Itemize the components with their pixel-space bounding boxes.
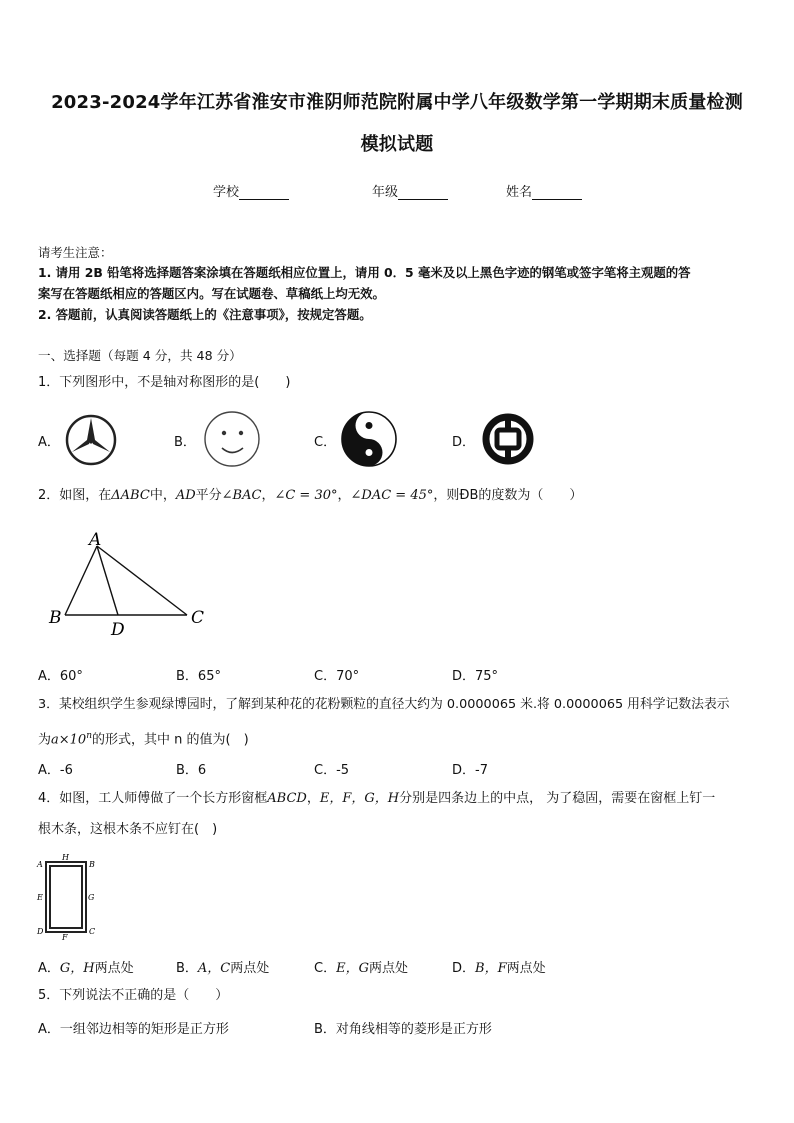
q5-option-a: A．一组邻边相等的矩形是正方形 <box>38 1022 229 1037</box>
grade-field <box>372 181 448 200</box>
grade-label: 年级 <box>372 185 399 200</box>
q5-stem: 5．下列说法不正确的是（ ） <box>38 988 229 1003</box>
q2-stem <box>38 487 582 505</box>
q4-label-b: B <box>89 860 95 869</box>
q4-label-f: F <box>62 933 68 942</box>
q2-ad: AD <box>175 488 196 503</box>
q4-label-g: G <box>88 893 95 902</box>
q4-option-c-text: 两点处 <box>368 961 408 976</box>
q3-option-c: C．-5 <box>314 763 350 778</box>
q2-label-d: D <box>111 620 125 640</box>
q4-option-d-letters: B，F <box>475 961 507 976</box>
q4-label-h: H <box>62 853 69 862</box>
q4-option-a-text: 两点处 <box>94 961 134 976</box>
q1-stem: 1．下列图形中，不是轴对称图形的是( ) <box>38 375 291 390</box>
name-blank <box>532 186 582 200</box>
q4-suffix: 分别是四条边上的中点， 为了稳固，需要在窗框上钉一 <box>399 791 716 806</box>
q2-label-b: B <box>49 608 62 628</box>
q1-option-d-label: D． <box>452 435 476 450</box>
name-label: 姓名 <box>506 185 533 200</box>
q2-stem-mid3: ， <box>261 488 275 503</box>
school-blank <box>239 186 289 200</box>
q5-option-b: B．对角线相等的菱形是正方形 <box>314 1022 492 1037</box>
q4-option-a-letters: G，H <box>59 961 95 976</box>
q2-label-c: C <box>191 608 205 628</box>
smiley-face-icon <box>203 410 261 468</box>
q4-option-b <box>176 957 269 976</box>
q4-label-a: A <box>37 860 43 869</box>
q4-frame-inner <box>50 866 82 928</box>
section-heading: 一、选择题（每题 4 分，共 48 分） <box>38 348 242 363</box>
q2-option-a: A．60° <box>38 669 83 684</box>
q3-stem-line2 <box>38 727 249 749</box>
q2-option-d: D．75° <box>452 669 499 684</box>
q3-prefix: 为 <box>38 732 52 748</box>
q4-window-frame-figure <box>34 852 102 942</box>
q4-abcd: ABCD <box>267 791 307 806</box>
school-field <box>213 181 289 200</box>
q1-option-a-label: A． <box>38 435 60 450</box>
q2-label-a: A <box>89 530 102 550</box>
q4-option-b-text: 两点处 <box>230 961 270 976</box>
q3-stem-line1: 3．某校组织学生参观绿博园时，了解到某种花的花粉颗粒的直径大约为 0.0000065 米.将 0.0000065 用科学记数法表示 <box>38 697 730 712</box>
q4-prefix: 4．如图，工人师傅做了一个长方形窗框 <box>38 791 268 806</box>
q4-stem-line1 <box>38 790 715 808</box>
q1-option-b-label: B． <box>174 435 196 450</box>
q4-option-d-text: 两点处 <box>506 961 546 976</box>
q3-option-b: B．6 <box>176 763 207 778</box>
q2-stem-mid4: ， <box>337 488 351 503</box>
yin-yang-icon <box>340 410 398 468</box>
q4-option-d-label: D． <box>452 961 476 976</box>
notice-heading: 请考生注意： <box>38 245 113 260</box>
q4-option-d <box>452 957 546 976</box>
q4-label-d: D <box>37 927 44 936</box>
q2-stem-suffix: ，则ÐB的度数为（ ） <box>433 488 583 503</box>
q3-option-d: D．-7 <box>452 763 488 778</box>
q4-stem-line2: 根木条，这根木条不应钉在( ) <box>38 822 218 837</box>
notice-item1-line2: 案写在答题纸相应的答题区内。写在试题卷、草稿纸上均无效。 <box>38 286 385 301</box>
q4-efgh: E，F，G，H <box>319 791 400 806</box>
q4-option-b-letters: A，C <box>197 961 231 976</box>
q4-option-c-label: C． <box>314 961 337 976</box>
q4-option-b-label: B． <box>176 961 198 976</box>
q2-angle-bac: ∠BAC <box>221 488 262 503</box>
q1-option-c-label: C． <box>314 435 337 450</box>
exam-title-line1: 2023-2024学年江苏省淮安市淮阴师范院附属中学八年级数学第一学期期末质量检测 <box>51 92 743 113</box>
q4-option-c-letters: E，G <box>336 961 369 976</box>
q3-exponent: n <box>86 731 92 741</box>
q2-option-c: C．70° <box>314 669 360 684</box>
q2-side-ac <box>97 546 187 615</box>
name-field <box>506 181 582 200</box>
q4-label-c: C <box>89 927 96 936</box>
q2-triangle-figure <box>40 525 220 645</box>
q2-stem-mid2: 平分 <box>195 488 222 503</box>
q4-option-c <box>314 957 408 976</box>
q4-mid: ， <box>306 791 320 806</box>
q3-option-a: A．-6 <box>38 763 73 778</box>
q2-angle-c: ∠C = 30° <box>274 488 338 503</box>
school-label: 学校 <box>213 185 240 200</box>
grade-blank <box>398 186 448 200</box>
q4-frame-outer <box>46 862 86 932</box>
q2-side-ab <box>65 546 97 615</box>
notice-item1-line1: 1. 请用 2B 铅笔将选择题答案涂填在答题纸相应位置上，请用 0．5 毫米及以上黑色字迹的钢笔或签字笔将主观题的答 <box>38 265 691 280</box>
exam-title-line2: 模拟试题 <box>360 134 434 155</box>
q4-option-a <box>38 957 134 976</box>
q2-option-b: B．65° <box>176 669 221 684</box>
q2-segment-ad <box>97 546 118 615</box>
q3-formula: a×10 <box>51 732 87 748</box>
q4-label-e: E <box>37 893 43 902</box>
mercedes-logo-icon <box>64 413 118 467</box>
q3-suffix: 的形式，其中 n 的值为( ) <box>92 732 249 748</box>
q2-triangle: ΔABC <box>111 488 150 503</box>
q2-stem-prefix: 2．如图，在 <box>38 488 112 503</box>
bank-of-china-logo-icon <box>480 411 536 467</box>
notice-item2: 2. 答题前，认真阅读答题纸上的《注意事项》，按规定答题。 <box>38 307 372 322</box>
q2-angle-dac: ∠DAC = 45° <box>350 488 434 503</box>
q4-option-a-label: A． <box>38 961 60 976</box>
q2-stem-mid1: 中， <box>149 488 176 503</box>
